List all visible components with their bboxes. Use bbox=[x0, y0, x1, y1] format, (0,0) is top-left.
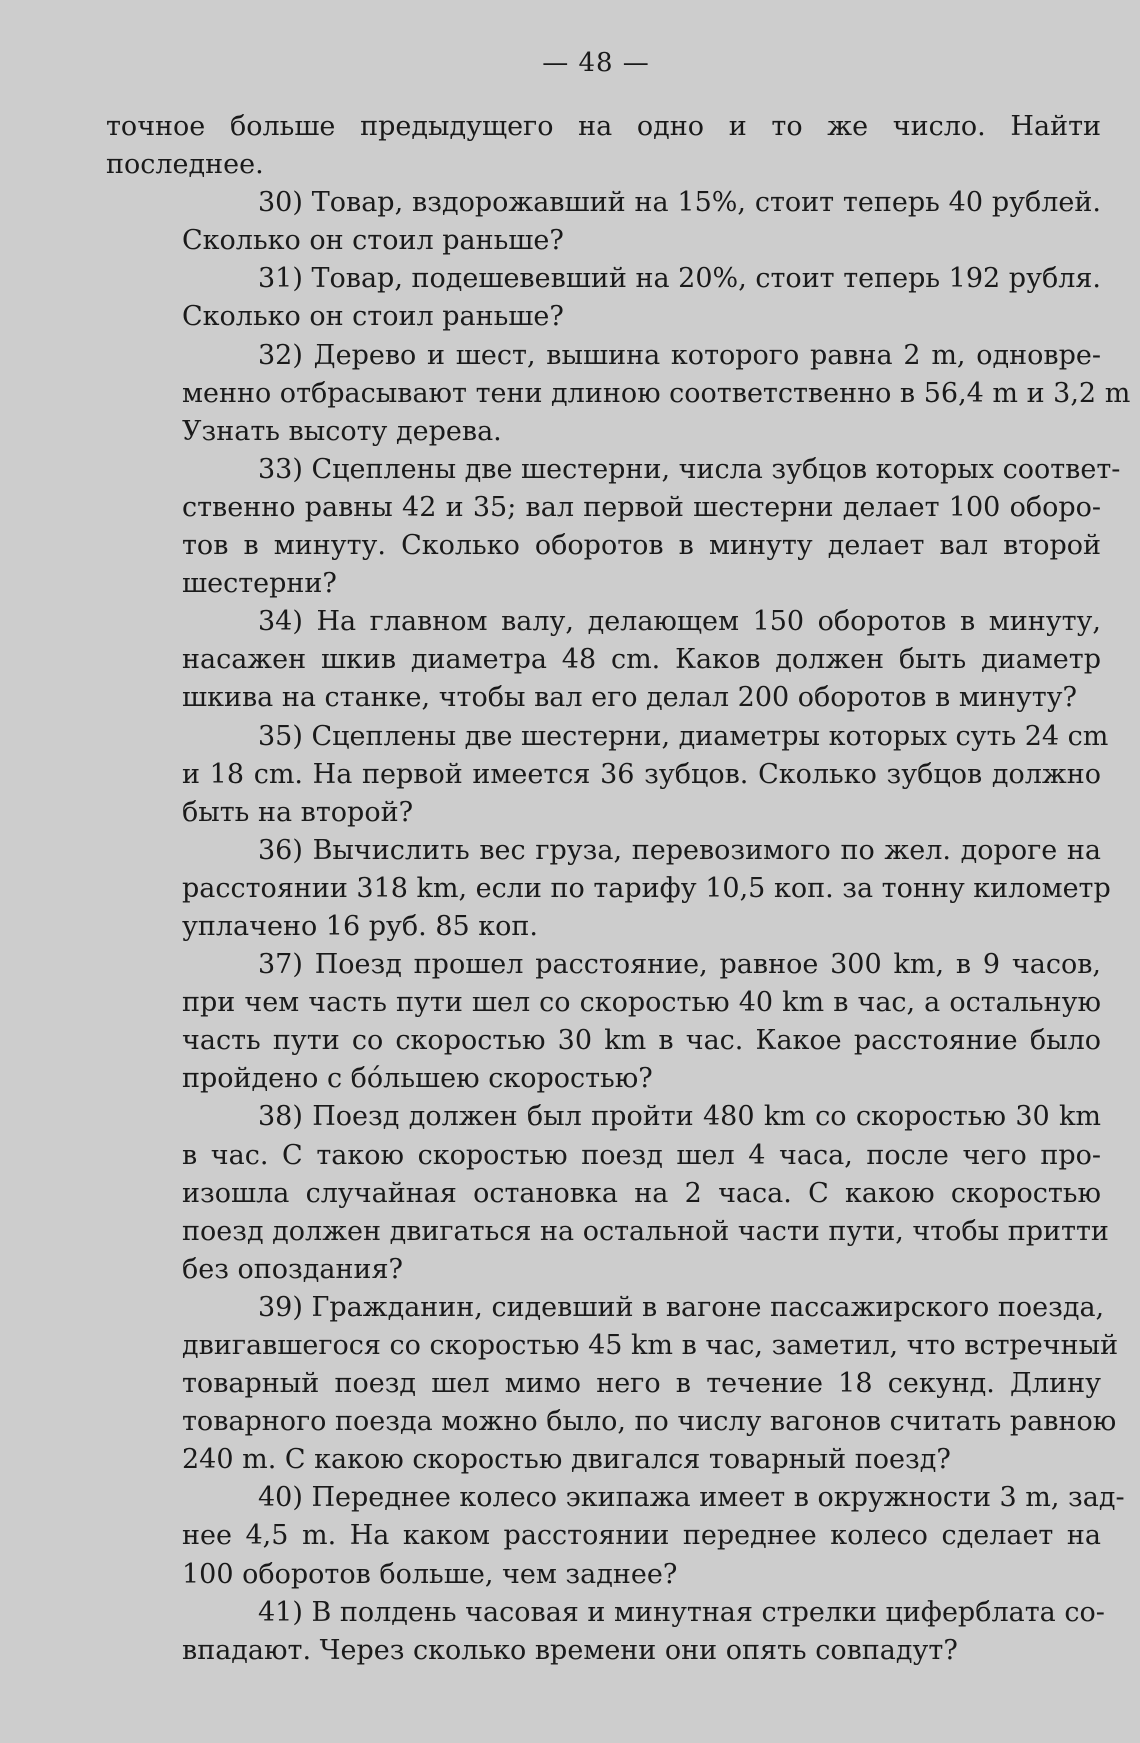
problem-40 bbox=[106, 1479, 1125, 1593]
text-line: уплачено 16 руб. 85 коп. bbox=[182, 910, 538, 942]
text-line: 36) Вычислить вес груза, перевозимого по жел. дороге на bbox=[258, 834, 1101, 866]
text-line: без опоздания? bbox=[182, 1253, 403, 1285]
text-line: 100 оборотов больше, чем заднее? bbox=[182, 1558, 678, 1590]
text-line: 37) Поезд прошел расстояние, равное 300 km, в 9 часов, bbox=[258, 949, 1101, 981]
text-line: шестерни? bbox=[182, 568, 337, 600]
problem-31 bbox=[106, 260, 1101, 336]
text-line: насажен шкив диаметра 48 cm. Каков должен быть диаметр bbox=[182, 644, 1101, 676]
text-line: ственно равны 42 и 35; вал первой шестерни делает 100 оборо- bbox=[182, 491, 1101, 523]
text-line: 40) Переднее колесо экипажа имеет в окружности 3 m, зад- bbox=[258, 1482, 1125, 1514]
text-line: при чем часть пути шел со скоростью 40 km в час, а остальную bbox=[182, 987, 1101, 1019]
text-line: впадают. Через сколько времени они опять совпадут? bbox=[182, 1634, 958, 1666]
text-line: 35) Сцеплены две шестерни, диаметры которых суть 24 cm bbox=[258, 720, 1109, 752]
text-line: нее 4,5 m. На каком расстоянии переднее колесо сделает на bbox=[182, 1520, 1101, 1552]
text-line: шкива на станке, чтобы вал его делал 200 оборотов в минуту? bbox=[182, 682, 1078, 714]
text-line: Сколько он стоил раньше? bbox=[182, 301, 564, 333]
text-line: Узнать высоту дерева. bbox=[182, 415, 502, 447]
text-line: товарный поезд шел мимо него в течение 18 секунд. Длину bbox=[182, 1368, 1101, 1400]
problem-39 bbox=[106, 1289, 1119, 1479]
text-line: в час. С такою скоростью поезд шел 4 часа, после чего про- bbox=[182, 1139, 1101, 1171]
problem-38 bbox=[106, 1098, 1109, 1288]
text-line: 33) Сцеплены две шестерни, числа зубцов которых соответ- bbox=[258, 453, 1121, 485]
text-line: пройдено с бóльшею скоростью? bbox=[182, 1063, 653, 1095]
text-line: точное больше предыдущего на одно и то же число. Найти bbox=[106, 111, 1101, 142]
problem-30 bbox=[106, 184, 1101, 260]
text-line: 41) В полдень часовая и минутная стрелки циферблата со- bbox=[258, 1596, 1105, 1628]
text-line: двигавшегося со скоростью 45 km в час, заметил, что встречный bbox=[182, 1330, 1119, 1361]
text-line: 240 m. С какою скоростью двигался товарный поезд? bbox=[182, 1444, 951, 1476]
text-block bbox=[106, 108, 1131, 1670]
text-line: часть пути со скоростью 30 km в час. Какое расстояние было bbox=[182, 1025, 1101, 1057]
text-line: 34) На главном валу, делающем 150 оборотов в минуту, bbox=[258, 606, 1101, 638]
text-line: 39) Гражданин, сидевший в вагоне пассажирского поезда, bbox=[258, 1291, 1105, 1323]
problem-33 bbox=[106, 451, 1121, 603]
text-line: тов в минуту. Сколько оборотов в минуту делает вал второй bbox=[182, 530, 1101, 562]
text-line: 32) Дерево и шест, вышина которого равна 2 m, одновре- bbox=[258, 339, 1101, 371]
problem-32 bbox=[106, 337, 1131, 451]
text-line: 31) Товар, подешевевший на 20%, стоит теперь 192 рубля. bbox=[258, 263, 1101, 295]
text-line: поезд должен двигаться на остальной части пути, чтобы притти bbox=[182, 1215, 1109, 1247]
problem-34 bbox=[106, 603, 1101, 717]
problem-41 bbox=[106, 1594, 1105, 1670]
paragraph-continuation bbox=[106, 108, 1101, 184]
problem-37 bbox=[106, 946, 1101, 1098]
text-line: 38) Поезд должен был пройти 480 km со скоростью 30 km bbox=[258, 1101, 1101, 1133]
text-line: расстоянии 318 km, если по тарифу 10,5 коп. за тонну километр bbox=[182, 872, 1111, 904]
text-line: 30) Товар, вздорожавший на 15%, стоит теперь 40 рублей. bbox=[258, 187, 1101, 219]
text-line: быть на второй? bbox=[182, 796, 414, 828]
text-line: менно отбрасывают тени длиною соответственно в 56,4 m и 3,2 m bbox=[182, 377, 1131, 409]
text-line: Сколько он стоил раньше? bbox=[182, 225, 564, 257]
problem-35 bbox=[106, 718, 1109, 832]
text-line: товарного поезда можно было, по числу вагонов считать равною bbox=[182, 1406, 1117, 1438]
text-line: последнее. bbox=[106, 149, 264, 181]
text-line: и 18 cm. На первой имеется 36 зубцов. Сколько зубцов должно bbox=[182, 758, 1101, 790]
problem-36 bbox=[106, 832, 1111, 946]
page-number: — 48 — bbox=[542, 48, 650, 78]
text-line: изошла случайная остановка на 2 часа. С какою скоростью bbox=[182, 1177, 1101, 1209]
